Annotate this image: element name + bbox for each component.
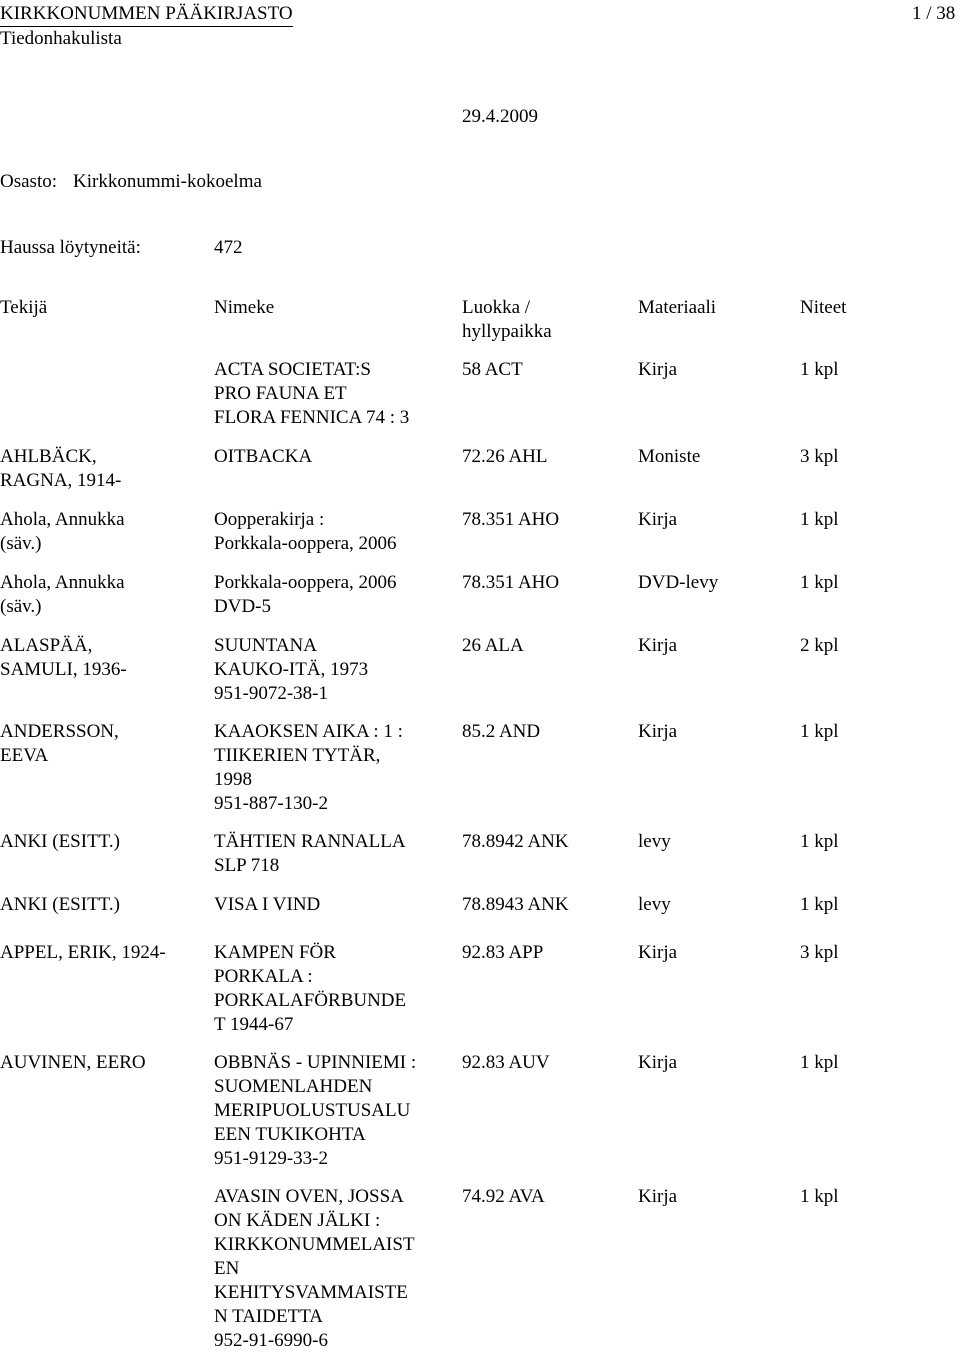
row-author: Ahola, Annukka (säv.) [0, 509, 125, 554]
row-material: levy [638, 831, 671, 852]
row-count: 1 kpl [800, 894, 839, 915]
department-label: Osasto: [0, 171, 57, 192]
library-name: KIRKKONUMMEN PÄÄKIRJASTO [0, 2, 293, 27]
row-class: 85.2 AND [462, 721, 541, 742]
row-class: 92.83 APP [462, 942, 544, 963]
row-material: Kirja [638, 1186, 678, 1207]
row-count: 1 kpl [800, 721, 839, 742]
row-author: ANDERSSON, EEVA [0, 721, 119, 766]
row-material: Kirja [638, 635, 678, 656]
row-title: VISA I VIND [214, 894, 321, 915]
row-count: 1 kpl [800, 1052, 839, 1073]
row-class: 72.26 AHL [462, 446, 548, 467]
row-material: Kirja [638, 721, 678, 742]
row-class: 78.351 AHO [462, 509, 560, 530]
row-author: ANKI (ESITT.) [0, 831, 120, 852]
row-material: levy [638, 894, 671, 915]
row-title: KAAOKSEN AIKA : 1 : TIIKERIEN TYTÄR, 1998 951-887-130-2 [214, 721, 403, 814]
row-author: AUVINEN, EERO [0, 1052, 146, 1073]
row-author: AHLBÄCK, RAGNA, 1914- [0, 446, 122, 491]
found-label: Haussa löytyneitä: [0, 237, 141, 258]
row-count: 3 kpl [800, 942, 839, 963]
report-title: Tiedonhakulista [0, 28, 122, 49]
row-title: KAMPEN FÖR PORKALA : PORKALAFÖRBUNDE T 1944-67 [214, 942, 407, 1035]
row-title: AVASIN OVEN, JOSSA ON KÄDEN JÄLKI : KIRKKONUMMELAIST EN KEHITYSVAMMAISTE N TAIDETTA 952-91-6990-6 [214, 1186, 415, 1351]
row-count: 2 kpl [800, 635, 839, 656]
row-class: 58 ACT [462, 359, 523, 380]
row-author: ANKI (ESITT.) [0, 894, 120, 915]
row-title: OBBNÄS - UPINNIEMI : SUOMENLAHDEN MERIPUOLUSTUSALU EEN TUKIKOHTA 951-9129-33-2 [214, 1052, 417, 1169]
row-count: 1 kpl [800, 359, 839, 380]
col-header-class: Luokka / hyllypaikka [462, 297, 552, 342]
row-count: 1 kpl [800, 572, 839, 593]
found-count: 472 [214, 237, 243, 258]
row-count: 1 kpl [800, 509, 839, 530]
row-count: 1 kpl [800, 831, 839, 852]
col-header-count: Niteet [800, 297, 847, 318]
row-class: 78.8942 ANK [462, 831, 569, 852]
row-material: Kirja [638, 359, 678, 380]
department-value: Kirkkonummi-kokoelma [73, 171, 262, 192]
row-author: APPEL, ERIK, 1924- [0, 942, 166, 963]
row-material: Kirja [638, 942, 678, 963]
row-material: Moniste [638, 446, 701, 467]
row-material: Kirja [638, 509, 678, 530]
col-header-author: Tekijä [0, 297, 48, 318]
row-title: Porkkala-ooppera, 2006 DVD-5 [214, 572, 397, 617]
row-material: Kirja [638, 1052, 678, 1073]
report-date: 29.4.2009 [462, 106, 538, 127]
row-count: 1 kpl [800, 1186, 839, 1207]
row-author: ALASPÄÄ, SAMULI, 1936- [0, 635, 127, 680]
row-class: 78.8943 ANK [462, 894, 569, 915]
row-title: ACTA SOCIETAT:S PRO FAUNA ET FLORA FENNICA 74 : 3 [214, 359, 410, 428]
row-title: Oopperakirja : Porkkala-ooppera, 2006 [214, 509, 397, 554]
page-number: 1 / 38 [912, 3, 956, 24]
row-class: 26 ALA [462, 635, 524, 656]
row-count: 3 kpl [800, 446, 839, 467]
row-class: 92.83 AUV [462, 1052, 550, 1073]
row-title: SUUNTANA KAUKO-ITÄ, 1973 951-9072-38-1 [214, 635, 369, 704]
row-title: TÄHTIEN RANNALLA SLP 718 [214, 831, 406, 876]
row-class: 74.92 AVA [462, 1186, 545, 1207]
row-author: Ahola, Annukka (säv.) [0, 572, 125, 617]
col-header-title: Nimeke [214, 297, 275, 318]
row-class: 78.351 AHO [462, 572, 560, 593]
row-title: OITBACKA [214, 446, 313, 467]
row-material: DVD-levy [638, 572, 719, 593]
col-header-material: Materiaali [638, 297, 717, 318]
